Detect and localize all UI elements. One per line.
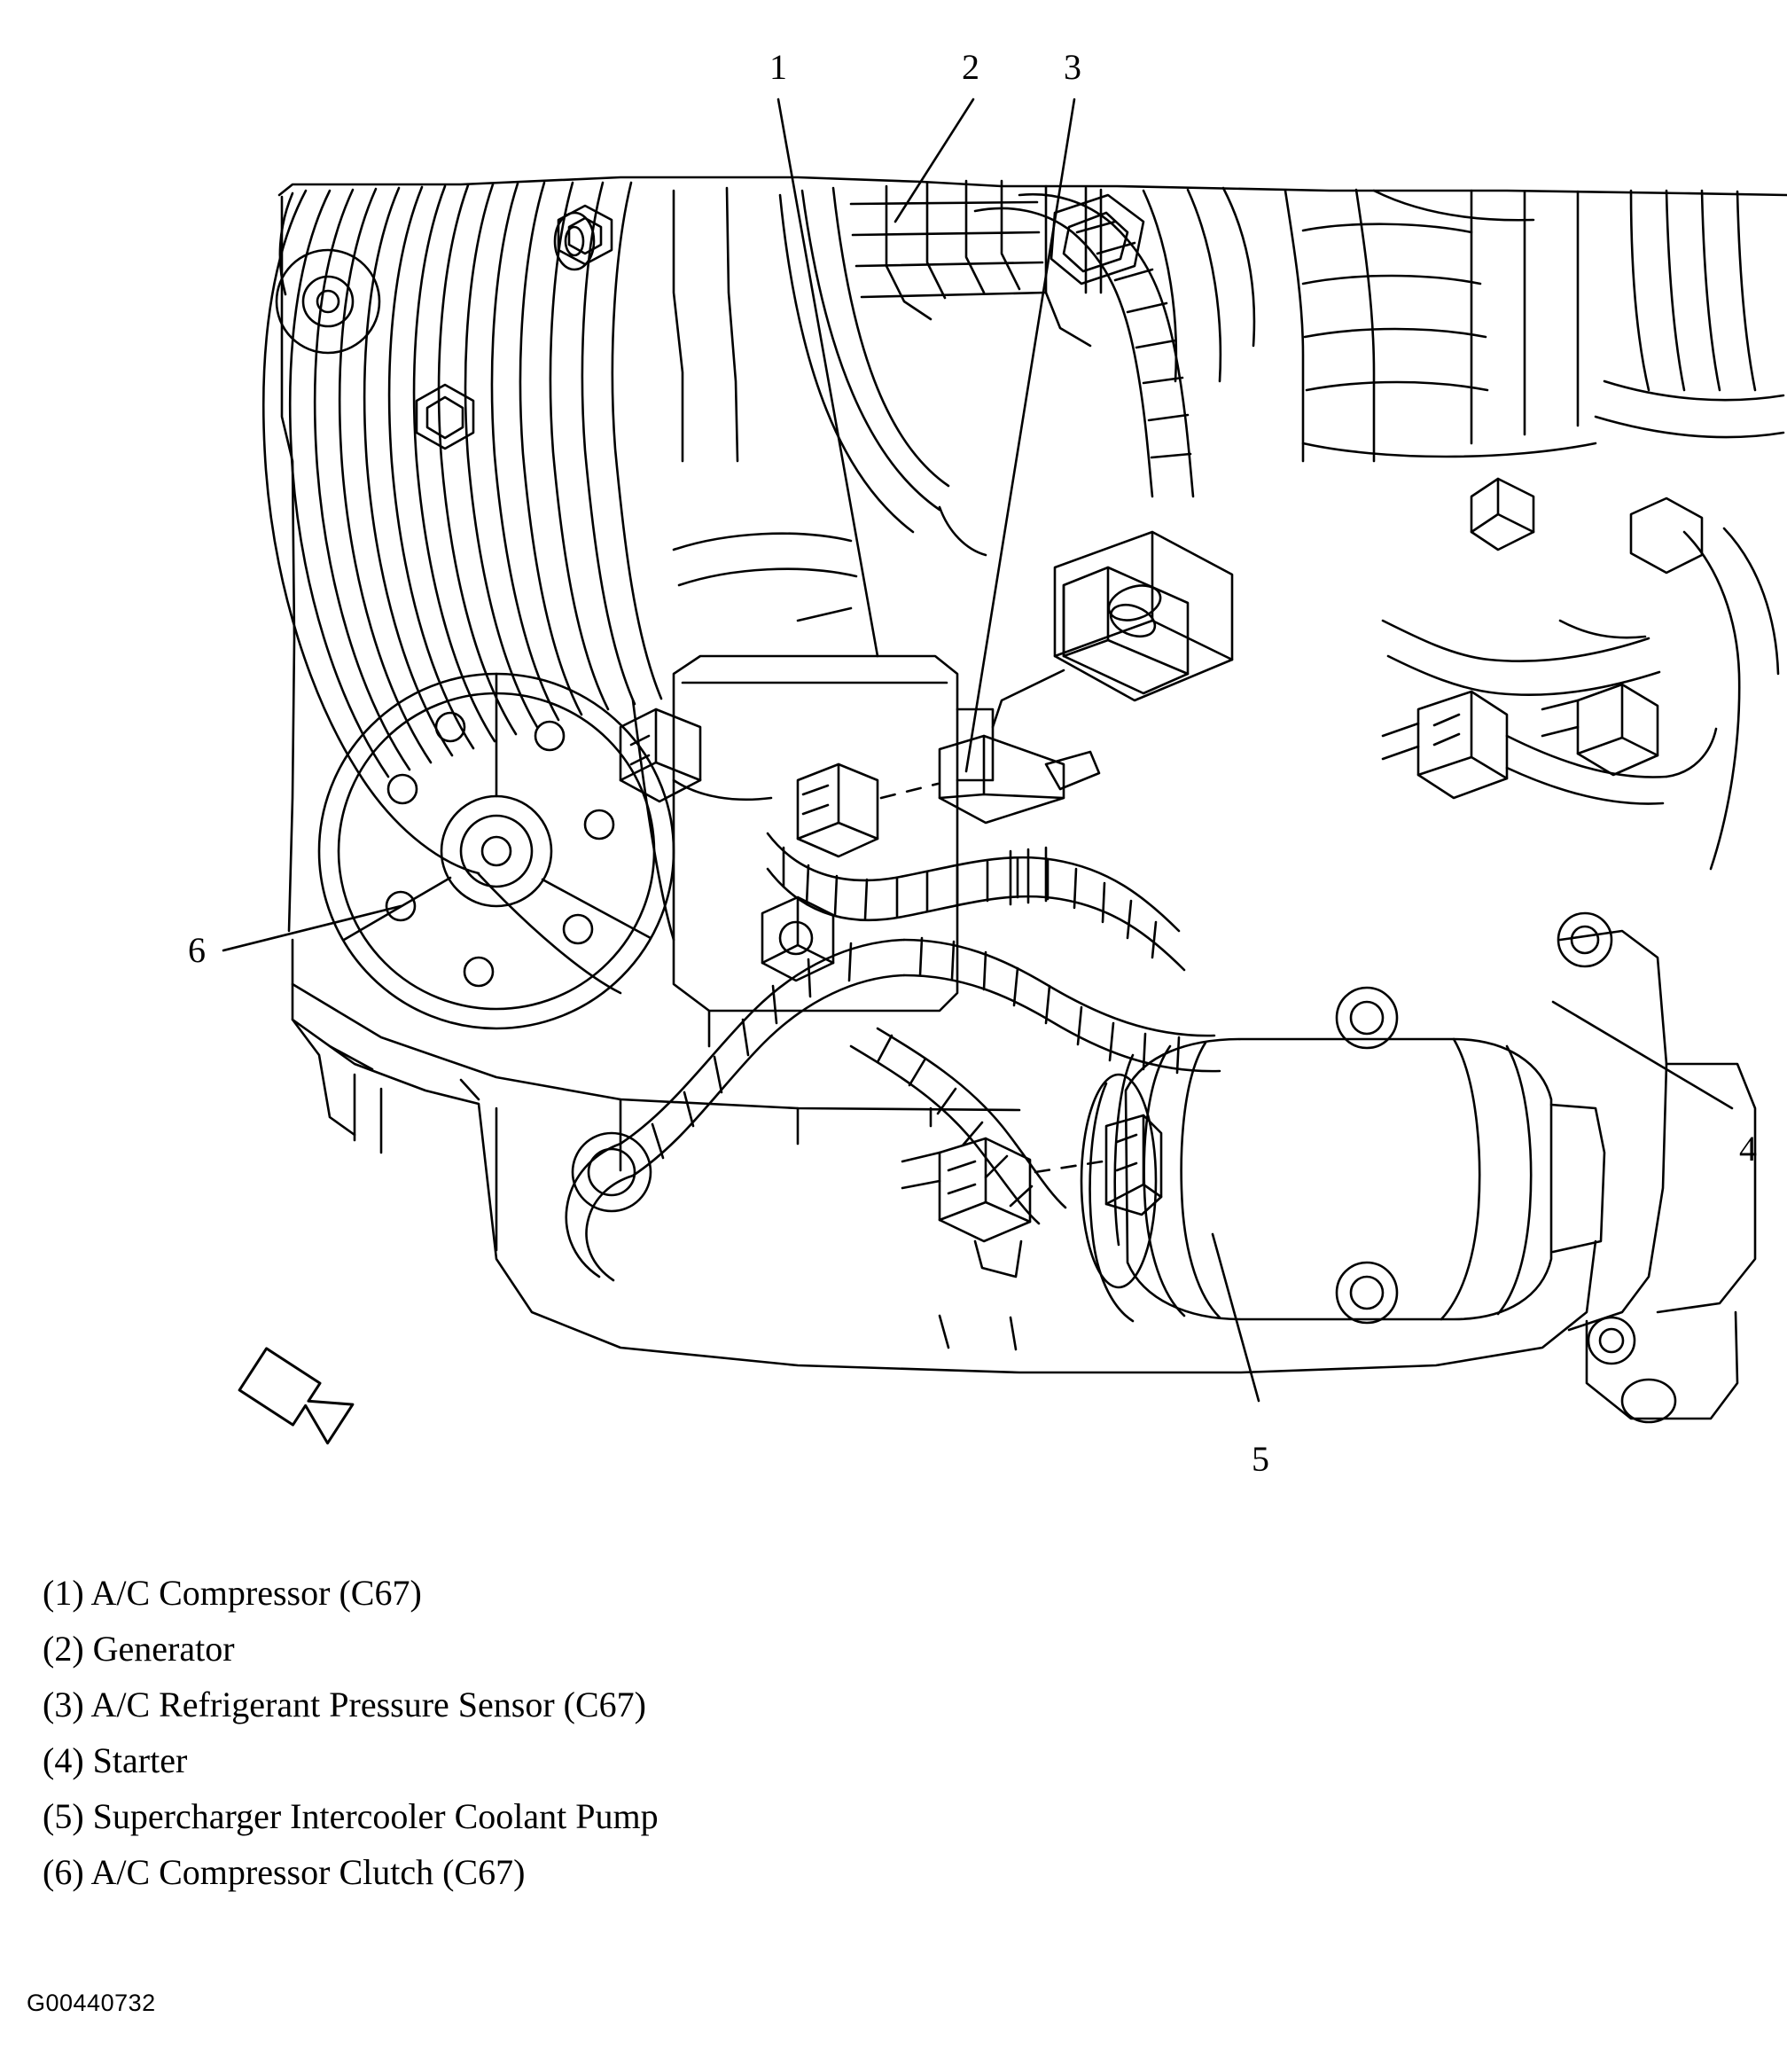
legend-label: A/C Compressor (C67) (90, 1573, 422, 1613)
callout-number-5: 5 (1252, 1439, 1269, 1479)
legend-item (43, 1732, 1284, 1788)
legend-item (43, 1565, 1284, 1621)
leader-6 (223, 906, 401, 950)
pan-bolt-bosses (1337, 913, 1635, 1364)
legend-list (43, 1565, 1284, 1900)
callout-number-4: 4 (1739, 1129, 1757, 1169)
crank-pulley (263, 183, 661, 873)
legend-item (43, 1844, 1284, 1900)
starter (1081, 1039, 1604, 1321)
view-direction-arrow (239, 1349, 353, 1446)
legend-label: Starter (92, 1740, 188, 1780)
legend-marker: (6) (43, 1852, 84, 1892)
harness-connector-far-right (1542, 684, 1658, 775)
legend-label: Supercharger Intercooler Coolant Pump (92, 1796, 659, 1836)
clip-mid (762, 897, 833, 981)
generator-bracket (1051, 195, 1143, 284)
left-lower-details (293, 1020, 381, 1153)
legend-marker: (4) (43, 1740, 84, 1780)
legend-item (43, 1677, 1284, 1732)
legend-marker: (5) (43, 1796, 84, 1836)
legend-marker: (3) (43, 1685, 84, 1724)
ac-compressor-body (674, 656, 993, 1046)
pump-connector (902, 1138, 1030, 1277)
callout-number-6: 6 (188, 930, 206, 970)
leader-4 (1553, 1002, 1732, 1108)
legend-label: A/C Refrigerant Pressure Sensor (C67) (90, 1685, 646, 1724)
bracket-mid-left (620, 709, 700, 801)
harness-connector-right (1383, 692, 1507, 798)
callout-number-2: 2 (962, 47, 979, 87)
harness-connector-left (798, 764, 878, 856)
legend-label: A/C Compressor Clutch (C67) (90, 1852, 526, 1892)
legend-item (43, 1788, 1284, 1844)
leader-1 (778, 99, 878, 656)
legend-label: Generator (92, 1629, 235, 1669)
figure-id-code: G00440732 (27, 1990, 156, 2016)
supercharger-housing (1285, 190, 1596, 461)
connector-mating-dashes (881, 784, 938, 798)
solenoid-box (1055, 532, 1232, 700)
right-side-hoses (1383, 479, 1778, 869)
right-mid-hose (1507, 729, 1716, 804)
leader-3 (966, 99, 1074, 771)
legend-marker: (2) (43, 1629, 84, 1669)
callout-number-1: 1 (769, 47, 787, 87)
callout-number-3: 3 (1064, 47, 1081, 87)
legend-item (43, 1621, 1284, 1677)
hose-to-coolant-pump (851, 1028, 1065, 1224)
legend-marker: (1) (43, 1573, 84, 1613)
front-cover-ridges (674, 534, 856, 621)
upper-center-pipes (1143, 188, 1254, 381)
pump-mating-dashes (1035, 1161, 1103, 1172)
